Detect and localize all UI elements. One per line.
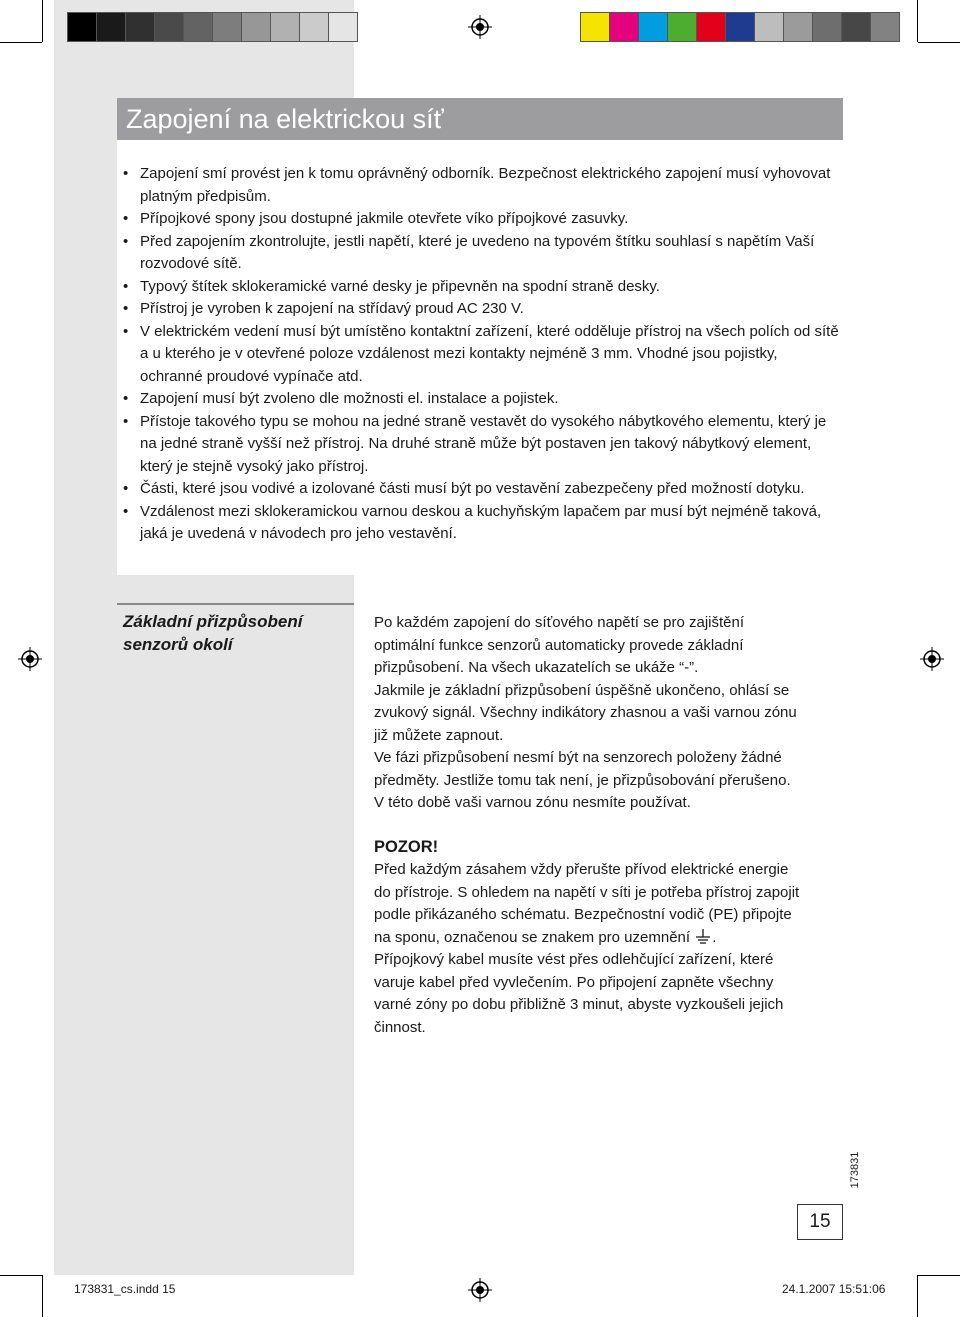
- grayscale-swatch: [67, 12, 97, 42]
- section-title: Zapojení na elektrickou síť: [126, 104, 444, 134]
- grayscale-swatch: [125, 12, 155, 42]
- grayscale-swatch: [270, 12, 300, 42]
- grayscale-color-bar: [67, 12, 357, 42]
- grayscale-swatch: [183, 12, 213, 42]
- crop-mark: [917, 1275, 918, 1317]
- warning-line: podle přikázaného schématu. Bezpečnostní vodič (PE) připojte: [374, 906, 792, 923]
- bullet-item: • Typový štítek sklokeramické varné desky je připevněn na spodní straně desky.: [122, 276, 840, 299]
- bullet-item: • Vzdálenost mezi sklokeramickou varnou deskou a kuchyňským lapačem par musí být nejméně taková, jaká je uvedená v návodech pro jeho vestavění.: [122, 501, 840, 546]
- paragraph-line: V této době vaši varnou zónu nesmíte používat.: [374, 794, 691, 811]
- grayscale-swatch: [241, 12, 271, 42]
- color-swatch: [580, 12, 610, 42]
- color-swatch: [638, 12, 668, 42]
- paragraph-line: již můžete zapnout.: [374, 726, 504, 744]
- paragraph-line: optimální funkce senzorů automaticky provede základní: [374, 636, 744, 654]
- crop-mark: [917, 0, 918, 42]
- bullet-list: [122, 163, 840, 546]
- paragraph-line: Ve fázi přizpůsobení nesmí být na senzorech položeny žádné: [374, 749, 782, 766]
- bullet-item: • Zapojení musí být zvoleno dle možnosti el. instalace a pojistek.: [122, 388, 840, 411]
- warning-line: varuje kabel před vyvlečením. Po připojení zapněte všechny: [374, 973, 774, 991]
- registration-mark-icon: [468, 1278, 492, 1302]
- grayscale-swatch: [328, 12, 358, 42]
- color-swatch: [667, 12, 697, 42]
- bullet-item: • Přístroj je vyroben k zapojení na střídavý proud AC 230 V.: [122, 298, 840, 321]
- ground-symbol-icon: [694, 929, 712, 945]
- page-number: 15: [797, 1204, 843, 1240]
- paragraph-line: přizpůsobení. Na všech ukazatelích se ukáže “-”.: [374, 659, 699, 676]
- bullet-item: • V elektrickém vedení musí být umístěno kontaktní zařízení, které odděluje přístroj na všech polích od sítě a u kterého je v otevřené poloze vzdálenost mezi kontakty nejméně 3 mm. Vhodné jsou pojistky, ochranné proudové vypínače atd.: [122, 321, 840, 389]
- color-swatch: [841, 12, 871, 42]
- bullet-item: • Přípojkové spony jsou dostupné jakmile otevřete víko přípojkové zasuvky.: [122, 208, 840, 231]
- bullet-item: • Před zapojením zkontrolujte, jestli napětí, které je uvedeno na typovém štítku souhlasí s napětím Vaší rozvodové sítě.: [122, 231, 840, 276]
- sensor-adjustment-paragraph: [374, 612, 844, 815]
- warning-line: varné zóny po dobu přibližně 3 minut, abyste vyzkoušeli jejich: [374, 996, 784, 1013]
- warning-line: Přípojkový kabel musíte vést přes odlehčující zařízení, které: [374, 951, 774, 968]
- color-swatch: [725, 12, 755, 42]
- paragraph-line: zvukový signál. Všechny indikátory zhasnou a vaši varnou zónu: [374, 704, 797, 721]
- color-swatch: [754, 12, 784, 42]
- registration-mark-icon: [18, 647, 42, 671]
- warning-title: POZOR!: [374, 838, 439, 856]
- bullet-item: • Přístoje takového typu se mohou na jedné straně vestavět do vysokého nábytkového elementu, který je na jedné straně vyšší než přístroj. Na druhé straně může být postaven jen takový nábytkový element, který je stejně vysoký jako přístroj.: [122, 411, 840, 479]
- warning-ground-end: .: [712, 928, 717, 946]
- warning-line: Před každým zásahem vždy přerušte přívod elektrické energie: [374, 861, 789, 878]
- color-swatch: [812, 12, 842, 42]
- crop-mark: [918, 42, 960, 43]
- warning-ground-text: na sponu, označenou se znakem pro uzemnění: [374, 928, 691, 946]
- crop-mark: [0, 42, 42, 43]
- paragraph-line: Jakmile je základní přizpůsobení úspěšně ukončeno, ohlásí se: [374, 681, 790, 699]
- footer-file-info: 173831_cs.indd 15: [74, 1282, 176, 1296]
- paragraph-line: předměty. Jestliže tomu tak není, je přizpůsobování přerušeno.: [374, 771, 791, 789]
- warning-paragraph: [374, 859, 844, 1039]
- warning-line: činnost.: [374, 1018, 426, 1036]
- process-color-bar: [580, 12, 899, 42]
- registration-mark-icon: [920, 647, 944, 671]
- bullet-item: • Zapojení smí provést jen k tomu oprávněný odborník. Bezpečnost elektrického zapojení musí vyhovovat platným předpisům.: [122, 163, 840, 208]
- footer-timestamp: 24.1.2007 15:51:06: [782, 1282, 886, 1296]
- grayscale-swatch: [96, 12, 126, 42]
- registration-mark-icon: [468, 15, 492, 39]
- subsection-heading-line: Základní přizpůsobení: [123, 612, 303, 631]
- crop-mark: [918, 1275, 960, 1276]
- color-swatch: [609, 12, 639, 42]
- subsection-heading-line: senzorů okolí: [123, 635, 233, 654]
- paragraph-line: Po každém zapojení do síťového napětí se pro zajištění: [374, 614, 745, 631]
- grayscale-swatch: [299, 12, 329, 42]
- crop-mark: [0, 1275, 42, 1276]
- warning-line: do přístroje. S ohledem na napětí v síti je potřeba přístroj zapojit: [374, 883, 800, 901]
- grayscale-swatch: [154, 12, 184, 42]
- color-swatch: [696, 12, 726, 42]
- color-swatch: [870, 12, 900, 42]
- subsection-rule: [117, 603, 354, 605]
- subsection-heading: [123, 610, 348, 656]
- grayscale-swatch: [212, 12, 242, 42]
- bullet-item: • Části, které jsou vodivé a izolované části musí být po vestavění zabezpečeny před možností dotyku.: [122, 478, 840, 501]
- warning-line-ground: [374, 927, 844, 950]
- crop-mark: [42, 1275, 43, 1317]
- crop-mark: [42, 0, 43, 42]
- vertical-document-code: 173831: [849, 1151, 861, 1189]
- color-swatch: [783, 12, 813, 42]
